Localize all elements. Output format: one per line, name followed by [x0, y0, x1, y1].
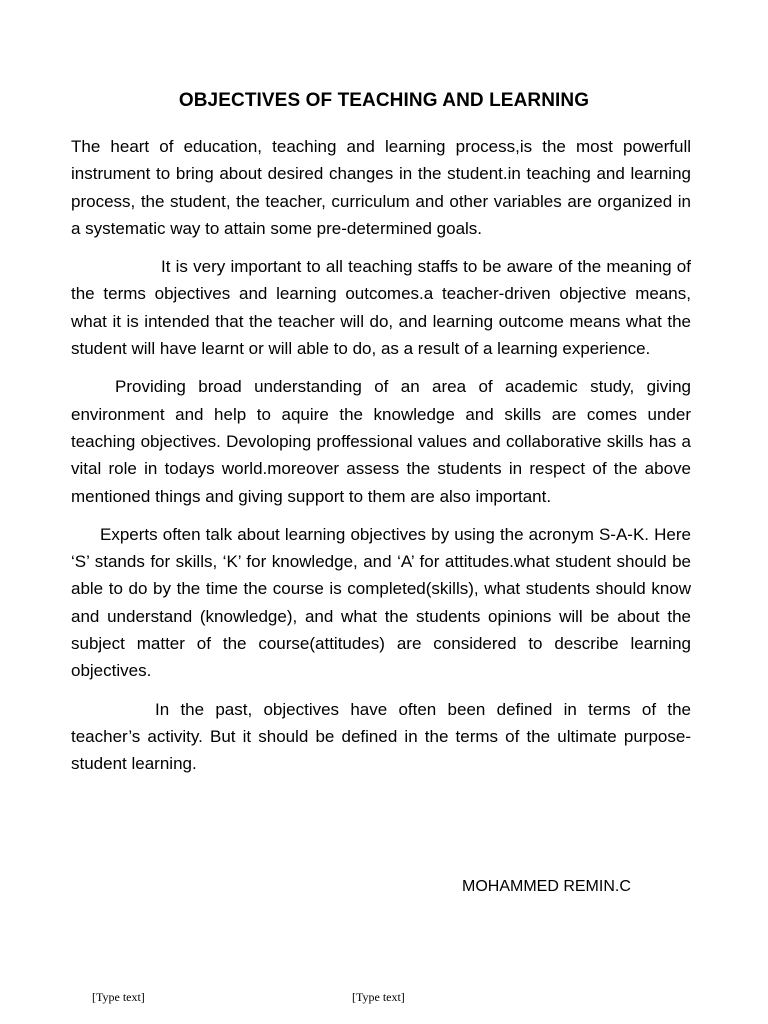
document-body [71, 133, 691, 789]
paragraph-2: It is very important to all teaching staffs to be aware of the meaning of the terms objectives and learning outcomes.a teacher-driven objective means, what it is intended that the teacher will do, and learning outcome means what the student will have learnt or will able to do, as a result of a learning experience. [71, 257, 691, 359]
author-signature: MOHAMMED REMIN.C [462, 878, 631, 895]
footer-left-placeholder: [Type text] [92, 990, 145, 1004]
paragraph-5: In the past, objectives have often been defined in terms of the teacher’s activity. But it should be defined in the terms of the ultimate purpose-student learning. [71, 699, 691, 774]
footer-center-placeholder: [Type text] [352, 990, 405, 1004]
paragraph-3: Providing broad understanding of an area of academic study, giving environment and help to aquire the knowledge and skills are comes under teaching objectives. Devoloping proffessional values and collaborative skills has a vital role in todays world.moreover assess the students in respect of the above mentioned things and giving support to them are also important. [71, 377, 691, 506]
paragraph-4: Experts often talk about learning objectives by using the acronym S-A-K. Here ‘S’ stands for skills, ‘K’ for knowledge, and ‘A’ for attitudes.what student should be able to do by the time the course is completed(skills), what students should know and understand (knowledge), and what the students opinions will be about the subject matter of the course(attitudes) are considered to describe learning objectives. [71, 524, 691, 681]
document-title: OBJECTIVES OF TEACHING AND LEARNING [178, 90, 590, 111]
paragraph-1: The heart of education, teaching and learning process,is the most powerfull instrument to bring about desired changes in the student.in teaching and learning process, the student, the teacher, curriculum and other variables are organized in a systematic way to attain some pre-determined goals. [71, 137, 691, 238]
